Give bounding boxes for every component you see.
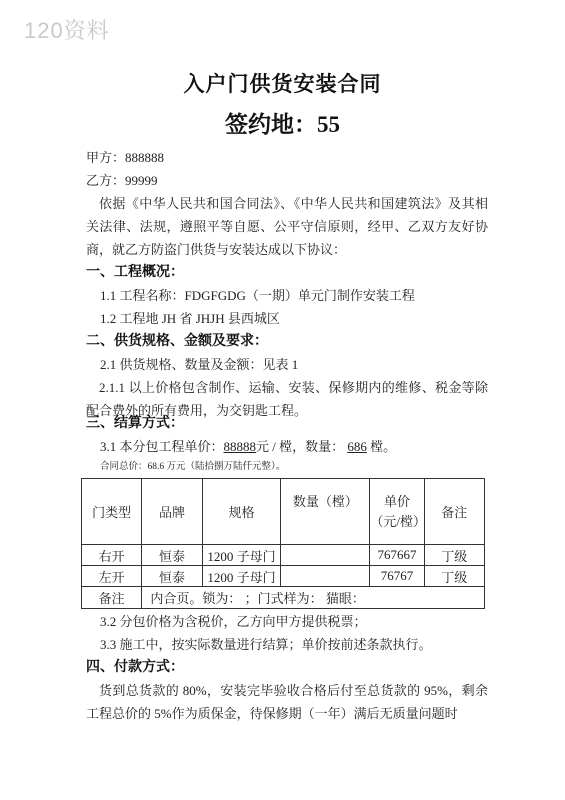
quantity: 686 [347,439,367,454]
table-cell: 767667 [370,545,424,566]
header-cell: 品牌 [142,479,202,545]
note-label: 备注 [82,587,142,609]
table-cell: 左开 [82,566,142,587]
header-cell: 规格 [202,479,281,545]
table-cell: 1200 子母门 [202,545,281,566]
clause-1-2: 1.2 工程地 JH 省 JHJH 县西城区 [100,311,280,326]
table-cell [281,545,370,566]
document-title: 入户门供货安装合同 [183,72,382,96]
spec-table [81,478,485,609]
table-cell: 丁级 [424,566,484,587]
table-cell: 右开 [82,545,142,566]
table-cell: 恒泰 [142,566,202,587]
table-cell: 1200 子母门 [202,566,281,587]
clause-3-2: 3.2 分包价格为含税价，乙方向甲方提供税票； [100,614,367,629]
total-price: 合同总价：68.6 万元（陆拾捌万陆仟元整）。 [100,462,286,472]
header-cell: 备注 [424,479,484,545]
table-cell: 丁级 [424,545,484,566]
clause-1-1: 1.1 工程名称：FDGFGDG（一期）单元门制作安装工程 [100,288,415,303]
intro-paragraph: 依据《中华人民共和国合同法》、《中华人民共和国建筑法》及其相关法律、法规，遵照平等自愿、公平守信原则，经甲、乙双方友好协商，就乙方防盗门供货与安装达成以下协议： [86,196,488,257]
note-text: 内合页。锁为： ；门式样为： 猫眼： [142,587,485,609]
section-2-heading: 二、供货规格、金额及要求： [86,334,268,349]
table-cell [281,566,370,587]
party-a: 甲方：888888 [86,150,165,165]
table-note-row [82,587,485,609]
header-cell: 门类型 [82,479,142,545]
header-cell: 数量（樘） [281,479,370,545]
section-1-heading: 一、工程概况： [86,265,184,280]
table-row [82,545,485,566]
table-cell: 76767 [370,566,424,587]
table-row [82,566,485,587]
section-3-heading: 三、结算方式： [86,416,184,431]
clause-3-1-prefix: 3.1 本分包工程单价： [100,439,224,454]
clause-2-1: 2.1 供货规格、数量及金额：见表 1 [100,357,299,372]
header-cell: 单价（元/樘） [370,479,424,545]
unit-price: 88888 [223,439,257,454]
clause-3-3: 3.3 施工中，按实际数量进行结算；单价按前述条款执行。 [100,637,432,652]
watermark: 120资料 [24,18,110,43]
table-cell: 恒泰 [142,545,202,566]
clause-3-1-mid: 元 / 樘，数量： [256,439,345,454]
clause-3-1-suffix: 樘。 [370,439,397,454]
party-b: 乙方：99999 [86,173,158,188]
table-header-row [82,479,485,545]
clause-2-1-1: 2.1.1 以上价格包含制作、运输、安装、保修期内的维修、税金等除配合费外的所有费用，为交钥匙工程。 [86,380,488,418]
payment-paragraph: 货到总货款的 80%，安装完毕验收合格后付至总货款的 95%，剩余工程总价的 5%作为质保金，待保修期（一年）满后无质量问题时 [86,683,488,721]
clause-3-1 [100,435,396,458]
signing-place: 签约地：55 [225,112,340,137]
section-4-heading: 四、付款方式： [86,660,184,675]
